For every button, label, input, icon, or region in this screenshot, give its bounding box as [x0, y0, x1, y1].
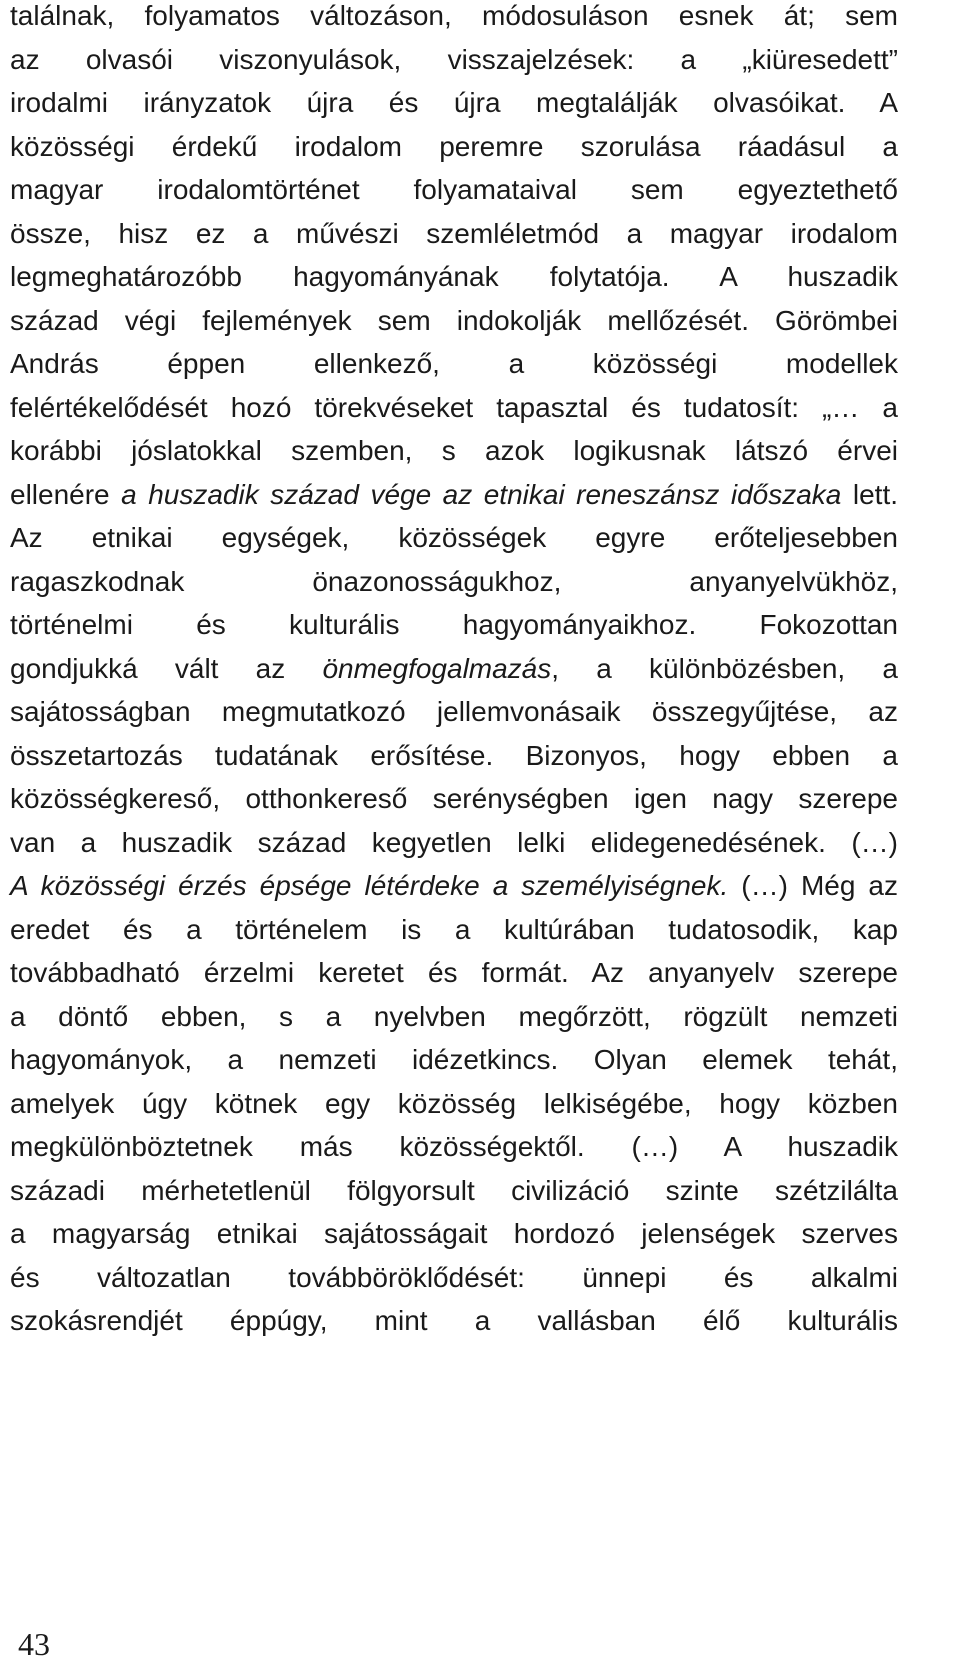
body-paragraph [10, 0, 898, 1343]
text-segment: sajátosságban megmutatkozó jellemvonásaik összegyűjtése, az [10, 696, 898, 727]
text-line [10, 690, 898, 734]
text-line [10, 1256, 898, 1300]
text-line [10, 951, 898, 995]
italic-text-segment: önmegfogalmazás [322, 652, 552, 684]
text-segment: hagyományok, a nemzeti idézetkincs. Olyan elemek tehát, [10, 1044, 898, 1075]
text-segment: századi mérhetetlenül fölgyorsult civilizáció szinte szétzilálta [10, 1174, 898, 1206]
text-line [10, 299, 898, 343]
text-segment: történelmi és kulturális hagyományaikhoz. Fokozottan [10, 609, 898, 640]
text-line [10, 473, 898, 517]
text-segment: felértékelődését hozó törekvéseket tapasztal és tudatosít: „… a [10, 391, 898, 423]
italic-text-segment: A közösségi érzés épsége létérdeke a személyiségnek. [10, 870, 729, 901]
text-segment: közösségkereső, otthonkereső serénységben igen nagy szerepe [10, 783, 898, 814]
text-line [10, 429, 898, 473]
text-segment: találnak, folyamatos változáson, módosuláson esnek át; sem [10, 0, 898, 31]
text-segment: (…) Még az [728, 870, 899, 901]
text-segment: század végi fejlemények sem indokolják mellőzését. Görömbei [10, 304, 898, 336]
text-segment: gondjukká vált az [10, 652, 323, 684]
text-segment: össze, hisz ez a művészi szemléletmód a magyar irodalom [10, 217, 898, 249]
text-line [10, 1038, 898, 1082]
text-line [10, 864, 898, 908]
text-segment: irodalmi irányzatok újra és újra megtalálják olvasóikat. A [10, 87, 898, 118]
text-segment: eredet és a történelem is a kultúrában tudatosodik, kap [10, 913, 898, 945]
text-line [10, 386, 898, 430]
text-segment: közösségi érdekű irodalom peremre szorulása ráadásul a [10, 130, 898, 162]
text-line [10, 560, 898, 604]
text-segment: András éppen ellenkező, a közösségi modellek [10, 348, 898, 379]
text-segment: lett. [841, 478, 899, 510]
text-line [10, 1212, 898, 1256]
text-segment: Az etnikai egységek, közösségek egyre erőteljesebben [10, 522, 898, 553]
text-segment: ellenére [10, 478, 122, 510]
text-segment: megkülönböztetnek más közösségektől. (…) A huszadik [10, 1131, 898, 1162]
text-line [10, 1299, 898, 1343]
text-segment: , a különbözésben, a [551, 652, 898, 684]
text-line [10, 38, 898, 82]
text-line [10, 1082, 898, 1126]
text-line [10, 212, 898, 256]
text-line [10, 821, 898, 865]
text-line [10, 125, 898, 169]
text-line [10, 81, 898, 125]
text-segment: továbbadható érzelmi keretet és formát. Az anyanyelv szerepe [10, 957, 898, 988]
text-segment: összetartozás tudatának erősítése. Bizonyos, hogy ebben a [10, 739, 898, 771]
text-line [10, 0, 898, 38]
text-line [10, 603, 898, 647]
text-line [10, 342, 898, 386]
text-segment: korábbi jóslatokkal szemben, s azok logikusnak látszó érvei [10, 435, 898, 466]
text-segment: a magyarság etnikai sajátosságait hordozó jelenségek szerves [10, 1218, 898, 1249]
text-segment: a döntő ebben, s a nyelvben megőrzött, rögzült nemzeti [10, 1000, 898, 1032]
text-line [10, 777, 898, 821]
text-segment: az olvasói viszonyulások, visszajelzések: a „kiüresedett” [10, 43, 898, 75]
text-line [10, 734, 898, 778]
text-line [10, 168, 898, 212]
italic-text-segment: a huszadik század vége az etnikai reneszánsz időszaka [121, 478, 842, 510]
text-line [10, 647, 898, 691]
text-segment: amelyek úgy kötnek egy közösség lelkiségébe, hogy közben [10, 1087, 898, 1119]
text-line [10, 1169, 898, 1213]
text-line [10, 1125, 898, 1169]
text-segment: ragaszkodnak önazonosságukhoz, anyanyelvükhöz, [10, 565, 898, 597]
text-segment: van a huszadik század kegyetlen lelki elidegenedésének. (…) [10, 826, 898, 858]
text-segment: és változatlan továbböröklődését: ünnepi és alkalmi [10, 1261, 898, 1293]
text-segment: legmeghatározóbb hagyományának folytatója. A huszadik [10, 261, 898, 292]
text-line [10, 255, 898, 299]
text-segment: szokásrendjét éppúgy, mint a vallásban élő kulturális [10, 1305, 898, 1336]
text-line [10, 908, 898, 952]
text-line [10, 516, 898, 560]
page-number: 43 [18, 1626, 50, 1662]
text-segment: magyar irodalomtörténet folyamataival sem egyeztethető [10, 174, 898, 205]
text-line [10, 995, 898, 1039]
